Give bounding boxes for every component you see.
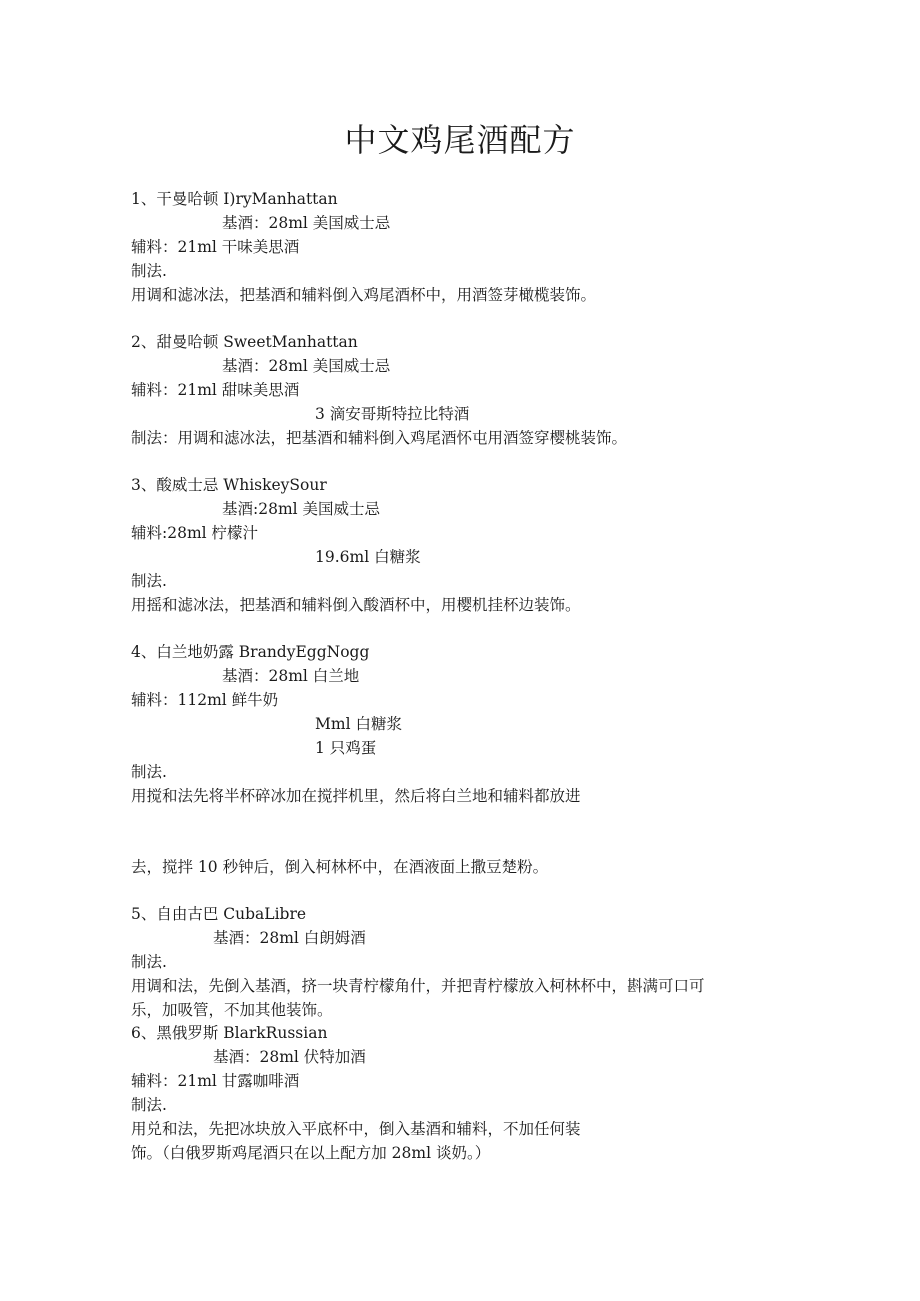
- recipe-5-heading: 5、自由古巴 CubaLibre: [131, 905, 307, 923]
- recipe-5-base: 基酒：28ml 白朗姆酒: [213, 929, 366, 947]
- recipe-4-base: 基酒：28ml 白兰地: [222, 667, 360, 685]
- recipe-4-method: 用搅和法先将半杯碎冰加在搅拌机里，然后将白兰地和辅料都放进: [131, 787, 581, 805]
- recipe-2-aux2: 3 滴安哥斯特拉比特酒: [315, 405, 470, 423]
- recipe-6-base: 基酒：28ml 伏特加酒: [213, 1048, 366, 1066]
- recipe-4-aux3: 1 只鸡蛋: [315, 739, 377, 757]
- recipe-2-method: 制法：用调和滤冰法，把基酒和辅料倒入鸡尾酒怀屯用酒签穿樱桃装饰。: [131, 429, 628, 447]
- recipe-1-base: 基酒：28ml 美国威士忌: [222, 214, 391, 232]
- page-title: 中文鸡尾酒配方: [344, 121, 576, 159]
- recipe-5-method-label: 制法.: [131, 953, 167, 971]
- recipe-5-method-cont: 乐，加吸管，不加其他装饰。: [131, 1001, 333, 1019]
- recipe-1-heading: 1、干曼哈顿 I)ryManhattan: [131, 190, 338, 208]
- recipe-6-heading: 6、黑俄罗斯 BlarkRussian: [131, 1024, 328, 1042]
- recipe-2-base: 基酒：28ml 美国威士忌: [222, 357, 391, 375]
- recipe-2-aux: 辅料：21ml 甜味美思酒: [131, 381, 300, 399]
- recipe-1-aux: 辅料：21ml 干味美思酒: [131, 238, 300, 256]
- recipe-1-method-label: 制法.: [131, 262, 167, 280]
- recipe-6-method: 用兑和法，先把冰块放入平底杯中，倒入基酒和辅料，不加任何装: [131, 1120, 581, 1138]
- recipe-3-base: 基酒:28ml 美国威士忌: [222, 500, 381, 518]
- recipe-4-heading: 4、白兰地奶露 BrandyEggNogg: [131, 643, 370, 661]
- recipe-5-method: 用调和法，先倒入基酒，挤一块青柠檬角什，并把青柠檬放入柯林杯中，斟满可口可: [131, 977, 705, 995]
- recipe-3-heading: 3、酸威士忌 WhiskeySour: [131, 476, 327, 494]
- recipe-3-method: 用摇和滤冰法，把基酒和辅料倒入酸酒杯中，用樱机挂杯边装饰。: [131, 596, 581, 614]
- recipe-4-method-cont: 去，搅拌 10 秒钟后，倒入柯林杯中，在酒液面上撒豆楚粉。: [131, 858, 549, 876]
- recipe-3-aux2: 19.6ml 白糖浆: [315, 548, 421, 566]
- recipe-6-method-label: 制法.: [131, 1096, 167, 1114]
- recipe-3-method-label: 制法.: [131, 572, 167, 590]
- recipe-3-aux: 辅料:28ml 柠檬汁: [131, 524, 259, 542]
- recipe-6-aux: 辅料：21ml 甘露咖啡酒: [131, 1072, 300, 1090]
- recipe-2-heading: 2、甜曼哈顿 SweetManhattan: [131, 333, 358, 351]
- recipe-4-aux: 辅料：112ml 鲜牛奶: [131, 691, 279, 709]
- recipe-1-method: 用调和滤冰法，把基酒和辅料倒入鸡尾酒杯中，用酒签芽橄榄装饰。: [131, 286, 597, 304]
- recipe-4-aux2: Mml 白糖浆: [315, 715, 402, 733]
- recipe-4-method-label: 制法.: [131, 763, 167, 781]
- recipe-6-method-cont: 饰。（白俄罗斯鸡尾酒只在以上配方加 28ml 谈奶。）: [131, 1144, 491, 1162]
